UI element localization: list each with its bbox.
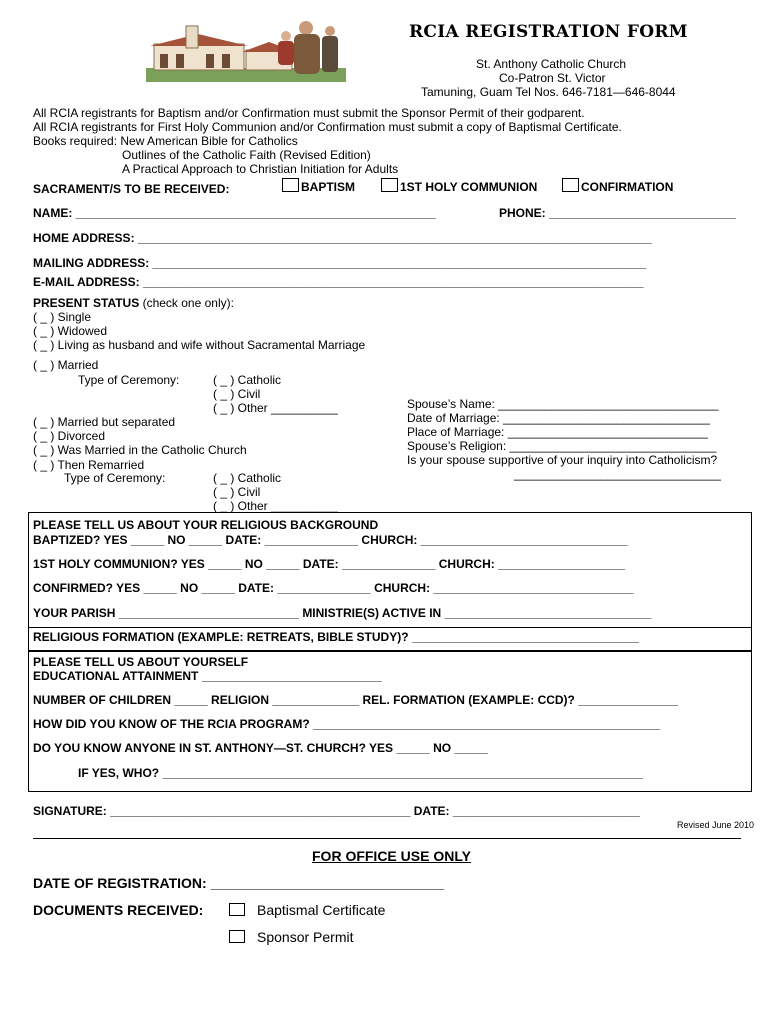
ceremony-type-label-2: Type of Ceremony: [64, 471, 166, 485]
confirmation-option[interactable] [562, 178, 673, 194]
mailing-address-field[interactable]: MAILING ADDRESS: __________________________________________________________________________ [33, 256, 647, 270]
home-address-field[interactable]: HOME ADDRESS: _____________________________________________________________________________ [33, 231, 652, 245]
sponsor-permit-label: Sponsor Permit [257, 929, 354, 945]
spouse-name-field[interactable]: Spouse’s Name: _________________________________ [407, 397, 719, 411]
ceremony-catholic[interactable]: ( _ ) Catholic [213, 373, 282, 387]
book-3: A Practical Approach to Christian Initiation for Adults [122, 162, 399, 176]
sponsor-permit-checkbox[interactable] [229, 930, 245, 943]
communion-checkbox[interactable] [381, 178, 398, 192]
baptismal-certificate-option[interactable] [229, 902, 385, 919]
baptism-label: BAPTISM [301, 180, 355, 194]
children-field[interactable]: NUMBER OF CHILDREN _____ RELIGION _____________ REL. FORMATION (EXAMPLE: CCD)? _______________ [33, 693, 679, 707]
communion-label: 1ST HOLY COMMUNION [400, 180, 538, 194]
spouse-religion-field[interactable]: Spouse’s Religion: _______________________________ [407, 439, 717, 453]
communion-field[interactable]: 1ST HOLY COMMUNION? YES _____ NO _____ DATE: ______________ CHURCH: ___________________ [33, 557, 625, 571]
page-title: RCIA REGISTRATION FORM [409, 22, 688, 42]
intro-line-1: All RCIA registrants for Baptism and/or Confirmation must submit the Sponsor Permit of their godparent. [33, 106, 585, 120]
communion-option[interactable] [381, 178, 537, 194]
status-married[interactable]: ( _ ) Married [33, 358, 99, 372]
phone-field[interactable]: PHONE: ____________________________ [499, 206, 736, 220]
baptismal-certificate-label: Baptismal Certificate [257, 902, 386, 918]
status-remarried[interactable]: ( _ ) Then Remarried [33, 458, 145, 472]
ceremony-civil-2[interactable]: ( _ ) Civil [213, 485, 261, 499]
spouse-supportive-question: Is your spouse supportive of your inquiry into Catholicism? [407, 453, 718, 467]
marriage-place-field[interactable]: Place of Marriage: ______________________________ [407, 425, 708, 439]
name-field[interactable]: NAME: ______________________________________________________ [33, 206, 437, 220]
ceremony-civil[interactable]: ( _ ) Civil [213, 387, 261, 401]
status-divorced[interactable]: ( _ ) Divorced [33, 429, 106, 443]
ceremony-other[interactable]: ( _ ) Other __________ [213, 401, 338, 415]
documents-received-label: DOCUMENTS RECEIVED: [33, 902, 204, 918]
book-2: Outlines of the Catholic Faith (Revised Edition) [122, 148, 371, 162]
status-living-together[interactable]: ( _ ) Living as husband and wife without Sacramental Marriage [33, 338, 366, 352]
confirmation-checkbox[interactable] [562, 178, 579, 192]
email-address-field[interactable]: E-MAIL ADDRESS: ___________________________________________________________________________ [33, 275, 644, 289]
status-single[interactable]: ( _ ) Single [33, 310, 92, 324]
marriage-date-field[interactable]: Date of Marriage: _______________________________ [407, 411, 710, 425]
books-required: Books required: New American Bible for Catholics [33, 134, 298, 148]
status-separated[interactable]: ( _ ) Married but separated [33, 415, 176, 429]
ceremony-catholic-2[interactable]: ( _ ) Catholic [213, 471, 282, 485]
sponsor-permit-option[interactable] [229, 929, 353, 946]
church-name: St. Anthony Catholic Church [476, 57, 627, 71]
office-use-heading: FOR OFFICE USE ONLY [312, 848, 471, 864]
religious-heading: PLEASE TELL US ABOUT YOUR RELIGIOUS BACKGROUND [33, 518, 379, 532]
know-anyone-field[interactable]: DO YOU KNOW ANYONE IN ST. ANTHONY—ST. CHURCH? YES _____ NO _____ [33, 741, 488, 755]
baptism-option[interactable] [282, 178, 355, 194]
signature-divider [33, 838, 741, 839]
confirmation-label: CONFIRMATION [581, 180, 674, 194]
ceremony-type-label: Type of Ceremony: [78, 373, 180, 387]
intro-line-2: All RCIA registrants for First Holy Communion and/or Confirmation must submit a copy of Baptismal Certificate. [33, 120, 622, 134]
education-field[interactable]: EDUCATIONAL ATTAINMENT ___________________________ [33, 669, 382, 683]
church-logo [146, 16, 346, 82]
yourself-heading: PLEASE TELL US ABOUT YOURSELF [33, 655, 249, 669]
baptized-field[interactable]: BAPTIZED? YES _____ NO _____ DATE: ______________ CHURCH: _______________________________ [33, 533, 628, 547]
revised-date: Revised June 2010 [677, 820, 755, 830]
signature-field[interactable]: SIGNATURE: _____________________________________________ DATE: ____________________________ [33, 804, 640, 818]
who-field[interactable]: IF YES, WHO? ________________________________________________________________________ [78, 766, 643, 780]
status-widowed[interactable]: ( _ ) Widowed [33, 324, 108, 338]
rcia-source-field[interactable]: HOW DID YOU KNOW OF THE RCIA PROGRAM? ____________________________________________________ [33, 717, 661, 731]
formation-field[interactable]: RELIGIOUS FORMATION (EXAMPLE: RETREATS, BIBLE STUDY)? __________________________________ [33, 630, 639, 644]
baptism-checkbox[interactable] [282, 178, 299, 192]
status-was-married[interactable]: ( _ ) Was Married in the Catholic Church [33, 443, 247, 457]
religious-divider [28, 627, 751, 628]
baptismal-certificate-checkbox[interactable] [229, 903, 245, 916]
spouse-supportive-answer[interactable]: _______________________________ [514, 467, 721, 481]
co-patron: Co-Patron St. Victor [499, 71, 606, 85]
parish-field[interactable]: YOUR PARISH ___________________________ MINISTRIE(S) ACTIVE IN _______________________________ [33, 606, 652, 620]
ceremony-other-2[interactable]: ( _ ) Other __________ [213, 499, 338, 513]
church-location: Tamuning, Guam Tel Nos. 646-7181—646-8044 [421, 85, 676, 99]
registration-date-field[interactable]: DATE OF REGISTRATION: ______________________________ [33, 875, 445, 891]
present-status-heading: PRESENT STATUS (check one only): [33, 296, 234, 310]
sacrament-label: SACRAMENT/S TO BE RECEIVED: [33, 182, 230, 196]
confirmed-field[interactable]: CONFIRMED? YES _____ NO _____ DATE: ______________ CHURCH: ______________________________ [33, 581, 634, 595]
